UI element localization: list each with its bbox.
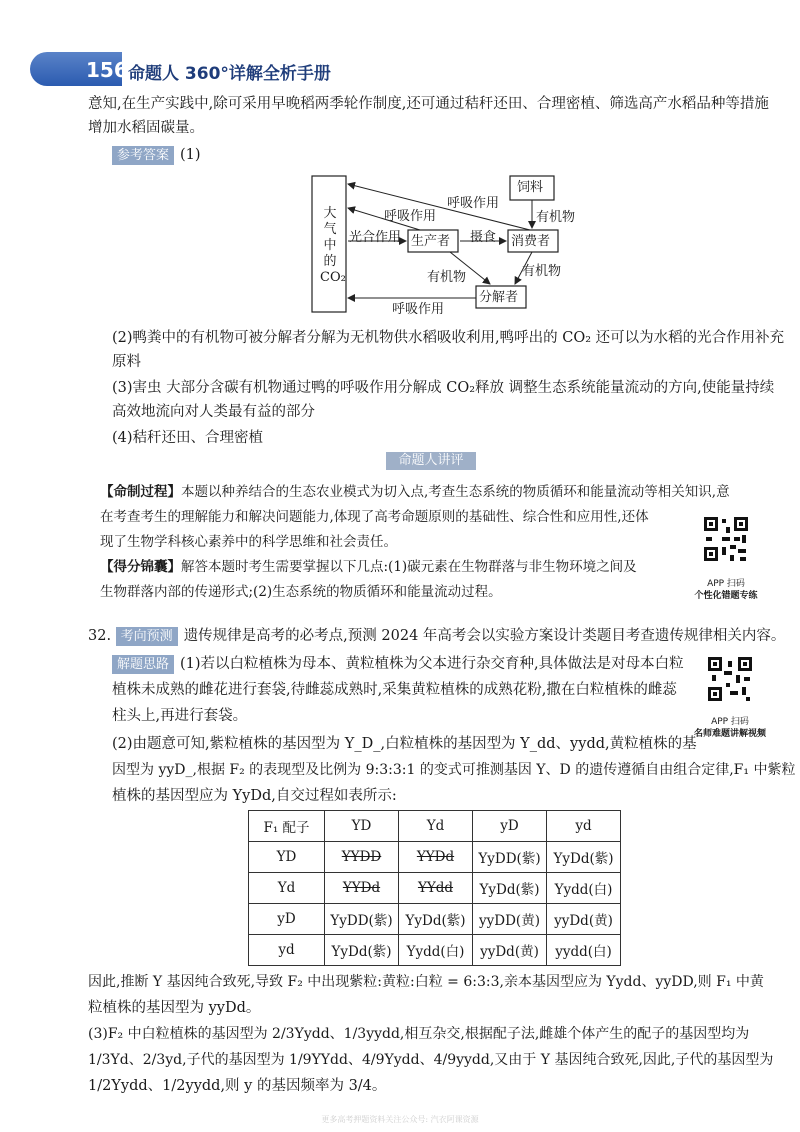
atmosphere-label: 大 气 中 的 CO₂: [320, 206, 346, 285]
table-cell: yD: [249, 904, 325, 935]
intro-line-2: 增加水稻固碳量。: [88, 120, 204, 136]
q32-p4-line-1: (3)F₂ 中白粒植株的基因型为 2/3Yydd、1/3yydd,相互杂交,根据配子法,雌雄个体产生的配子的基因型均为: [88, 1026, 750, 1042]
answer-line-1: (2)鸭粪中的有机物可被分解者分解为无机物供水稻吸收利用,鸭呼出的 CO₂ 还可以为水稻的光合作用补充: [112, 330, 785, 346]
p1-text-1: (1)若以白粒植株为母本、黄粒植株为父本进行杂交育种,具体做法是对母本白粒: [180, 656, 684, 672]
qr2-caption: APP 扫码 名师难题讲解视频: [693, 717, 766, 739]
qr-code-icon[interactable]: [706, 655, 754, 703]
answer-heading: [112, 145, 201, 165]
q32-p4-line-3: 1/2Yydd、1/2yydd,则 y 的基因频率为 3/4。: [88, 1078, 387, 1094]
q32-p1-line-1: [112, 654, 684, 674]
table-cell-lethal: YYDd: [325, 873, 399, 904]
producer-label: 生产者: [411, 234, 451, 249]
label-respiration-bottom: 呼吸作用: [392, 302, 445, 317]
label-respiration-top: 呼吸作用: [447, 196, 500, 211]
table-cell: YD: [325, 811, 399, 842]
table-cell: F₁ 配子: [249, 811, 325, 842]
feed-label: 饲料: [517, 180, 544, 195]
label-photosynthesis: 光合作用: [349, 230, 402, 245]
comment-score-line-1: [100, 557, 637, 577]
table-row: [249, 935, 621, 966]
qr-code-icon[interactable]: [702, 515, 750, 563]
intro-line-1: 意知,在生产实践中,除可采用早晚稻两季轮作制度,还可通过秸秆还田、合理密植、筛选高产水稻品种等措施: [88, 96, 769, 112]
label-organic-feed: 有机物: [536, 210, 576, 225]
answer-line-4: 高效地流向对人类最有益的部分: [112, 404, 315, 420]
label-organic-consumer: 有机物: [522, 264, 562, 279]
process-label: 【命制过程】: [100, 484, 181, 500]
solution-tag: 解题思路: [112, 655, 174, 674]
label-predation: 摄食: [470, 230, 497, 245]
table-cell: YyDd(紫): [473, 873, 547, 904]
label-organic-producer: 有机物: [427, 270, 467, 285]
comment-process-line-1: [100, 482, 730, 502]
decomposer-label: 分解者: [479, 290, 519, 305]
prediction-text: 遗传规律是高考的必考点,预测 2024 年高考会以实验方案设计类题目考查遗传规律相关内容。: [183, 628, 786, 644]
table-cell: yd: [249, 935, 325, 966]
answer-line-3: (3)害虫 大部分含碳有机物通过鸭的呼吸作用分解成 CO₂释放 调整生态系统能量流动的方向,使能量持续: [112, 380, 775, 396]
table-cell: YyDd(紫): [325, 935, 399, 966]
q32-p3-line-2: 粒植株的基因型为 yyDd。: [88, 1000, 261, 1016]
comment-process-line-2: 在考查考生的理解能力和解决问题能力,体现了高考命题原则的基础性、综合性和应用性,还体: [100, 509, 649, 525]
table-cell: YyDd(紫): [399, 904, 473, 935]
q32-p4-line-2: 1/3Yd、2/3yd,子代的基因型为 1/9YYdd、4/9Yydd、4/9yydd,又由于 Y 基因纯合致死,因此,子代的基因型为: [88, 1052, 774, 1068]
table-cell: Yydd(白): [399, 935, 473, 966]
table-cell: YD: [249, 842, 325, 873]
q32-p2-line-1: (2)由题意可知,紫粒植株的基因型为 Y_D_,白粒植株的基因型为 Y_dd、yydd,黄粒植株的基: [112, 736, 697, 752]
footer-watermark: 更多高考押题资料关注公众号: 汽衣阿课资源: [321, 1115, 479, 1124]
comment-process-line-3: 现了生物学科核心素养中的科学思维和社会责任。: [100, 534, 397, 550]
table-row: [249, 842, 621, 873]
q32-number: 32.: [88, 628, 112, 644]
q32-p1-line-3: 柱头上,再进行套袋。: [112, 708, 248, 724]
table-header-row: [249, 811, 621, 842]
comment-score-line-2: 生物群落内部的传递形式;(2)生态系统的物质循环和能量流动过程。: [100, 584, 502, 600]
comment-title: 命题人讲评: [386, 452, 476, 470]
table-cell: Yydd(白): [547, 873, 621, 904]
table-cell-lethal: YYdd: [399, 873, 473, 904]
consumer-label: 消费者: [511, 234, 551, 249]
q32-p1-line-2: 植株未成熟的雌花进行套袋,待雌蕊成熟时,采集黄粒植株的成熟花粉,撒在白粒植株的雌蕊: [112, 682, 677, 698]
q32-p2-line-3: 植株的基因型应为 YyDd,自交过程如表所示:: [112, 788, 397, 804]
score-text-1: 解答本题时考生需要掌握以下几点:(1)碳元素在生物群落与非生物环境之间及: [181, 559, 637, 575]
table-cell: Yd: [399, 811, 473, 842]
qr1-caption: APP 扫码 个性化错题专练: [694, 579, 758, 601]
table-cell: yyDd(黄): [473, 935, 547, 966]
table-cell: YyDD(紫): [473, 842, 547, 873]
page-header: [30, 52, 360, 86]
page-number: 156: [86, 58, 128, 82]
process-text-1: 本题以种养结合的生态农业模式为切入点,考查生态系统的物质循环和能量流动等相关知识,意: [181, 484, 730, 500]
table-cell-lethal: YYDd: [399, 842, 473, 873]
table-cell: yyDd(黄): [547, 904, 621, 935]
table-cell: Yd: [249, 873, 325, 904]
table-row: [249, 904, 621, 935]
label-respiration-mid: 呼吸作用: [384, 209, 437, 224]
answer-line-5: (4)秸秆还田、合理密植: [112, 430, 264, 446]
table-cell: yd: [547, 811, 621, 842]
table-cell-lethal: YYDD: [325, 842, 399, 873]
table-cell: yD: [473, 811, 547, 842]
book-title: 命题人 360°详解全析手册: [128, 64, 331, 84]
gamete-table: [248, 810, 621, 966]
answer-tag: 参考答案: [112, 146, 174, 165]
answer-item-1: (1): [180, 147, 201, 163]
q32-prediction-line: [88, 626, 785, 646]
q32-p2-line-2: 因型为 yyD_,根据 F₂ 的表现型及比例为 9:3:3:1 的变式可推测基因 Y、D 的遗传遵循自由组合定律,F₁ 中紫粒: [112, 762, 796, 778]
score-label: 【得分锦囊】: [100, 559, 181, 575]
table-row: [249, 873, 621, 904]
table-cell: yydd(白): [547, 935, 621, 966]
answer-line-2: 原料: [112, 354, 141, 370]
arrow-consumer-to-atm: [348, 184, 530, 230]
table-cell: yyDD(黄): [473, 904, 547, 935]
table-cell: YyDd(紫): [547, 842, 621, 873]
prediction-tag: 考向预测: [116, 627, 178, 646]
table-cell: YyDD(紫): [325, 904, 399, 935]
q32-p3-line-1: 因此,推断 Y 基因纯合致死,导致 F₂ 中出现紫粒:黄粒:白粒 = 6:3:3,亲本基因型应为 Yydd、yyDD,则 F₁ 中黄: [88, 974, 764, 990]
